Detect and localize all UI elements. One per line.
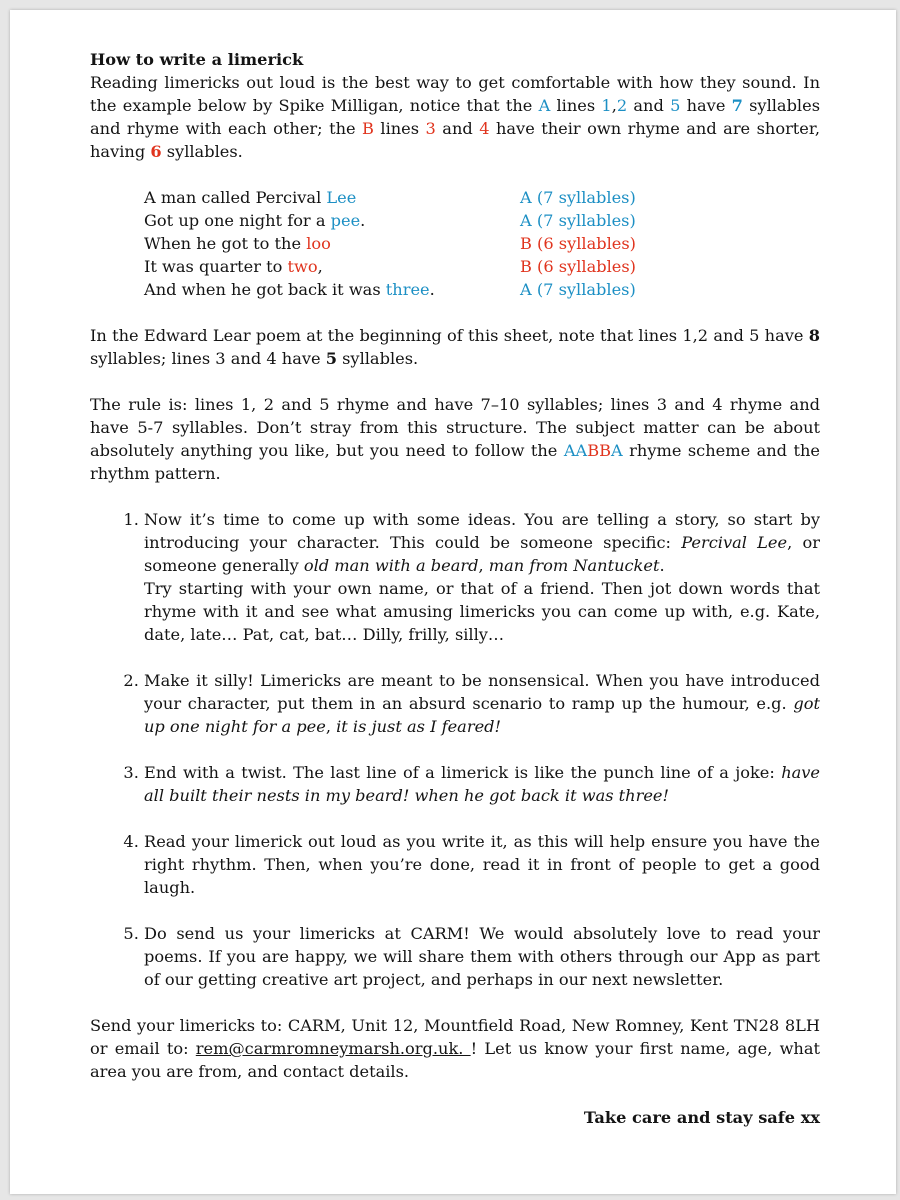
intro-text: lines xyxy=(373,119,426,138)
poem-line xyxy=(144,209,820,232)
rhyme-word: Lee xyxy=(326,188,357,207)
poem-line-text: A man called Percival Lee xyxy=(144,188,357,207)
list-item: 2. Make it silly! Limericks are meant to be nonsensical. When you have introduced your character, put them in an absurd scenario to ramp up the humour, e.g. got up one night for a pee, it is just as I feared! xyxy=(144,669,820,738)
list-item: 5. Do send us your limericks at CARM! We would absolutely love to read your poems. If you are happy, we will share them with others through our App as part of our getting creative art project, and perhaps in our next newsletter. xyxy=(144,922,820,991)
list-item: 1. Now it’s time to come up with some ideas. You are telling a story, so start by introducing your character. This could be someone specific: Percival Lee, or someone generally old man with a beard, man from Nantucket. Try starting with your own name, or that of a friend. Then jot down words that rhyme with it and see what amusing limericks you can come up with, e.g. Kate, date, late… Pat, cat, bat… Dilly, frilly, silly… xyxy=(144,508,820,646)
page-content xyxy=(90,48,820,1129)
rhyme-scheme-bb: BB xyxy=(587,441,612,460)
poem-line-text: When he got to the loo xyxy=(144,234,331,253)
poem-line-label: A (7 syllables) xyxy=(520,211,636,230)
poem-line xyxy=(144,186,820,209)
line-number-5: 5 xyxy=(670,96,681,115)
line-number-2: 2 xyxy=(616,96,628,115)
poem-line-label: A (7 syllables) xyxy=(520,280,636,299)
intro-text: and xyxy=(435,119,480,138)
poem-line-label: B (6 syllables) xyxy=(520,257,636,276)
email-link[interactable]: rem@carmromneymarsh.org.uk. xyxy=(195,1039,471,1058)
intro-text: syllables. xyxy=(161,142,243,161)
intro-text: , xyxy=(611,96,617,115)
syllable-count-b: 6 xyxy=(150,142,162,161)
rhyme-a-label: A xyxy=(538,96,551,115)
poem-line-text: And when he got back it was three. xyxy=(144,280,435,299)
intro-text: syllables and rhyme with each other; the xyxy=(90,96,820,138)
document-page xyxy=(10,10,896,1194)
poem-line-text: It was quarter to two, xyxy=(144,257,323,276)
intro-text: lines xyxy=(550,96,602,115)
signoff: Take care and stay safe xx xyxy=(583,1108,820,1127)
line-number-3: 3 xyxy=(425,119,436,138)
poem-line xyxy=(144,278,820,301)
rhyme-word: three xyxy=(385,280,430,299)
rhyme-word: pee xyxy=(330,211,361,230)
syllable-count-8: 8 xyxy=(808,326,820,345)
section-heading: How to write a limerick xyxy=(90,50,304,69)
send-paragraph: Send your limericks to: CARM, Unit 12, Mountfield Road, New Romney, Kent TN28 8LH or email to: rem@carmromneymarsh.org.uk. ! Let us know your first name, age, what area you are from, and contact details. xyxy=(90,1016,821,1081)
poem-line xyxy=(144,232,820,255)
rhyme-scheme-aa: AA xyxy=(563,441,588,460)
poem-line-label: A (7 syllables) xyxy=(520,188,636,207)
syllable-count-5: 5 xyxy=(325,349,337,368)
rhyme-scheme-a: A xyxy=(611,441,623,460)
intro-text: have xyxy=(680,96,732,115)
rhyme-word: two xyxy=(287,257,318,276)
line-number-4: 4 xyxy=(479,119,490,138)
intro-text: Reading limericks out loud is the best way to get comfortable with how they sound. In the example below by Spike Milligan, notice that the xyxy=(90,73,820,115)
poem-line-text: Got up one night for a pee. xyxy=(144,211,366,230)
intro-text: and xyxy=(627,96,671,115)
poem-line-label: B (6 syllables) xyxy=(520,234,636,253)
list-item: 3. End with a twist. The last line of a limerick is like the punch line of a joke: have all built their nests in my beard! when he got back it was three! xyxy=(144,761,820,807)
poem-line xyxy=(144,255,820,278)
line-number-1: 1 xyxy=(601,96,612,115)
lear-paragraph: In the Edward Lear poem at the beginning of this sheet, note that lines 1,2 and 5 have 8 syllables; lines 3 and 4 have 5 syllables. xyxy=(90,326,820,368)
rule-paragraph: The rule is: lines 1, 2 and 5 rhyme and have 7–10 syllables; lines 3 and 4 rhyme and have 5-7 syllables. Don’t stray from this structure. The subject matter can be about absolutely anything you like, but you need to follow the AABBA rhyme scheme and the rhythm pattern. xyxy=(90,395,820,483)
intro-paragraph xyxy=(90,71,820,163)
rhyme-word: loo xyxy=(306,234,331,253)
intro-text: have their own rhyme and are shorter, having xyxy=(90,119,820,161)
example-limerick xyxy=(144,186,820,301)
rhyme-b-label: B xyxy=(362,119,374,138)
list-item: 4. Read your limerick out loud as you write it, as this will help ensure you have the right rhythm. Then, when you’re done, read it in front of people to get a good laugh. xyxy=(144,830,820,899)
steps-list xyxy=(90,508,820,991)
syllable-count-a: 7 xyxy=(731,96,743,115)
